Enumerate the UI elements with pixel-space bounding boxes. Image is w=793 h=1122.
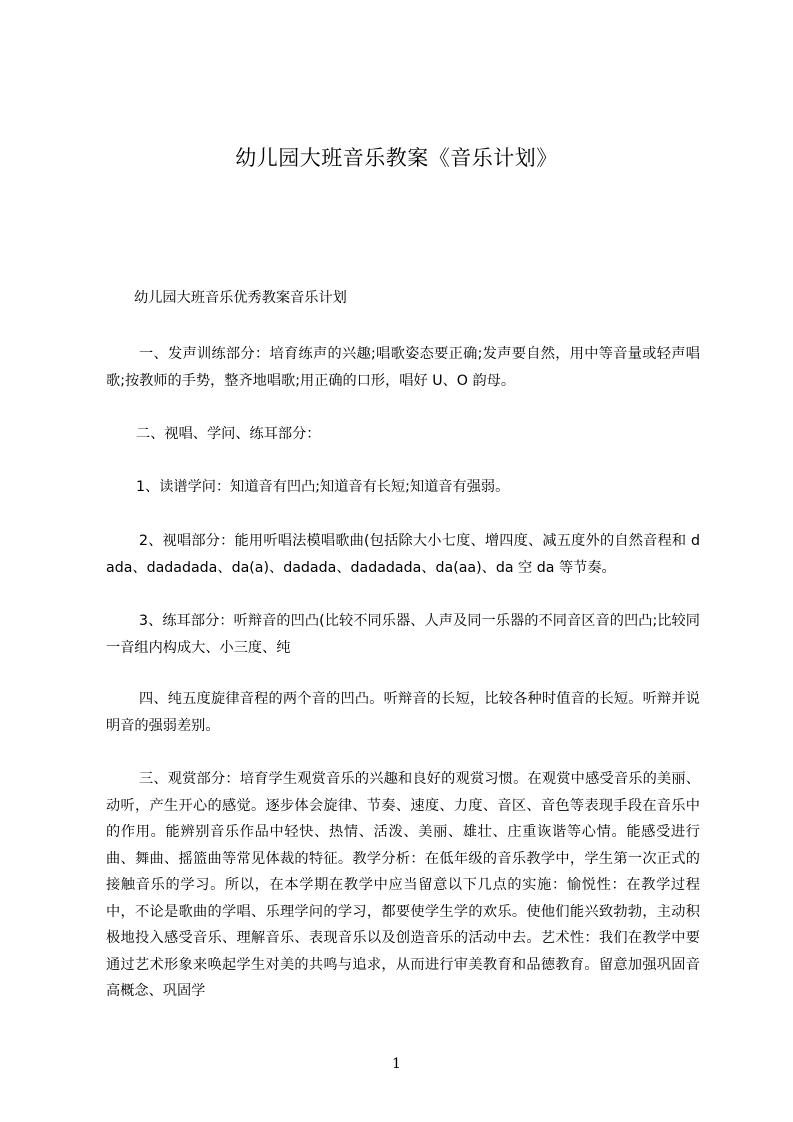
page-number: 1 — [392, 1056, 401, 1072]
paragraph-appreciation: 三、观赏部分：培育学生观赏音乐的兴趣和良好的观赏习惯。在观赏中感受音乐的美丽、动听，产生开心的感觉。逐步体会旋律、节奏、速度、力度、音区、音色等表现手段在音乐中的作用。能辨别音乐作品中轻快、热情、活泼、美丽、雄壮、庄重诙谐等心情。能感受进行曲、舞曲、摇篮曲等常见体裁的特征。教学分析：在低年级的音乐教学中，学生第一次正式的接触音乐的学习。所以，在本学期在教学中应当留意以下几点的实施：愉悦性：在教学过程中，不论是歌曲的学唱、乐理学问的学习，都要使学生学的欢乐。使他们能兴致勃勃，主动积极地投入感受音乐、理解音乐、表现音乐以及创造音乐的活动中去。艺术性：我们在教学中要通过艺术形象来唤起学生对美的共鸣与追求，从而进行审美教育和品德教育。留意加强巩固音高概念、巩固学 — [106, 771, 700, 999]
document-title: 幼儿园大班音乐教案《音乐计划》 — [235, 146, 558, 170]
paragraph-section-four: 四、纯五度旋律音程的两个音的凹凸。听辩音的长短，比较各种时值音的长短。听辩并说明音的强弱差别。 — [106, 691, 700, 734]
paragraph-ear-training: 3、练耳部分：听辩音的凹凸(比较不同乐器、人声及同一乐器的不同音区音的凹凸;比较同一音组内构成大、小三度、纯 — [106, 613, 700, 656]
paragraph-subtitle: 幼儿园大班音乐优秀教案音乐计划 — [134, 290, 347, 306]
paragraph-vocal-training: 一、发声训练部分：培育练声的兴趣;唱歌姿态要正确;发声要自然，用中等音量或轻声唱歌;按教师的手势，整齐地唱歌;用正确的口形，唱好 U、O 韵母。 — [106, 346, 700, 389]
paragraph-notation: 1、读谱学问：知道音有凹凸;知道音有长短;知道音有强弱。 — [136, 479, 510, 495]
paragraph-section-two: 二、视唱、学问、练耳部分： — [136, 426, 321, 442]
paragraph-sight-singing: 2、视唱部分：能用听唱法模唱歌曲(包括除大小七度、增四度、减五度外的自然音程和 dada、dadadada、da(a)、dadada、dadadada、da(aa)、da 空 da 等节奏。 — [106, 533, 700, 576]
